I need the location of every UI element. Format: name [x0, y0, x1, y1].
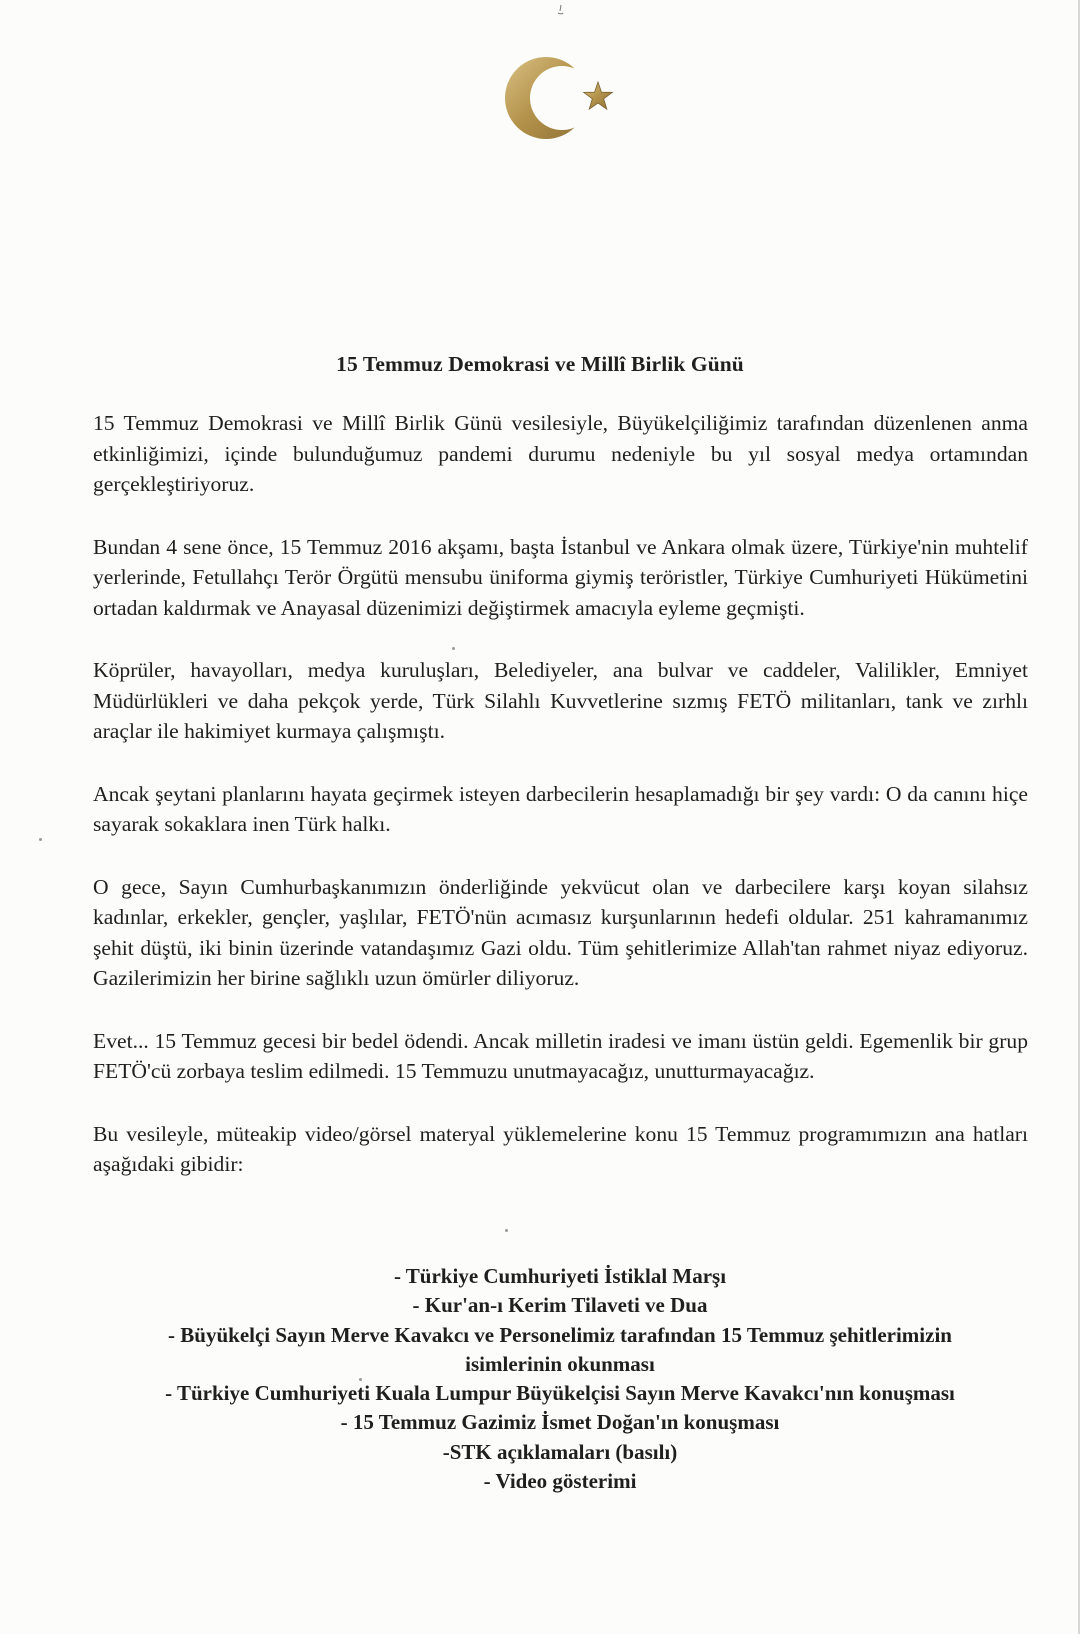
- pen-mark-icon: [555, 4, 565, 18]
- paragraph-people: Ancak şeytani planlarını hayata geçirmek isteyen darbecilerin hesaplamadığı bir şey vardı: O da canını hiçe sayarak sokaklara inen Türk halkı.: [93, 781, 1028, 836]
- paragraph-program-intro: Bu vesileyle, müteakip video/görsel materyal yüklemelerine konu 15 Temmuz programımızın ana hatları aşağıdaki gibidir:: [93, 1121, 1028, 1176]
- scan-speck: [359, 1378, 362, 1381]
- program-item: - Türkiye Cumhuriyeti Kuala Lumpur Büyükelçisi Sayın Merve Kavakcı'nın konuşması: [165, 1381, 955, 1406]
- paragraph-occupation: Köprüler, havayolları, medya kuruluşları, Belediyeler, ana bulvar ve caddeler, Valilikler, Emniyet Müdürlükleri ve daha pekçok yerde, Türk Silahlı Kuvvetlerine sızmış FETÖ militanları, tank ve zırhlı araçlar ile hakimiyet kurmaya çalışmıştı.: [93, 658, 1028, 743]
- paragraph-martyrs: O gece, Sayın Cumhurbaşkanımızın önderliğinde yekvücut olan ve darbecilere karşı koyan silahsız kadınlar, erkekler, gençler, yaşlılar, FETÖ'nün acımasız kurşunlarının hedefi oldular. 251 kahramanımız şehit düştü, iki binin üzerinde vatandaşımız Gazi oldu. Tüm şehitlerimize Allah'tan rahmet niyaz ediyoruz. Gazilerimizin her birine sağlıklı uzun ömürler diliyoruz.: [93, 874, 1028, 990]
- document-body: [93, 408, 1028, 1212]
- scan-speck: [39, 838, 42, 841]
- program-item: - 15 Temmuz Gazimiz İsmet Doğan'ın konuşması: [340, 1410, 780, 1435]
- scan-speck: [452, 647, 455, 650]
- program-item: -STK açıklamaları (basılı): [442, 1439, 678, 1464]
- scan-speck: [505, 1229, 508, 1232]
- program-item: - Kur'an-ı Kerim Tilaveti ve Dua: [412, 1293, 708, 1318]
- program-item: - Video gösterimi: [483, 1469, 637, 1494]
- paragraph-intro: 15 Temmuz Demokrasi ve Millî Birlik Günü vesilesiyle, Büyükelçiliğimiz tarafından düzenlenen anma etkinliğimizi, içinde bulunduğumuz pandemi durumu nedeniyle bu yıl sosyal medya ortamından gerçekleştiriyoruz.: [93, 411, 1028, 496]
- program-item: - Büyükelçi Sayın Merve Kavakcı ve Personelimiz tarafından 15 Temmuz şehitlerimizin: [168, 1322, 952, 1347]
- program-item-continuation: isimlerinin okunması: [465, 1351, 655, 1376]
- paragraph-history: Bundan 4 sene önce, 15 Temmuz 2016 akşamı, başta İstanbul ve Ankara olmak üzere, Türkiye'nin muhtelif yerlerinde, Fetullahçı Terör Örgütü mensubu üniforma giymiş teröristler, Türkiye Cumhuriyeti Hükümetini ortadan kaldırmak ve Anayasal düzenimizi değiştirmek amacıyla eyleme geçmişti.: [93, 534, 1028, 620]
- program-list: [70, 1262, 1050, 1496]
- crescent-star-icon: [498, 44, 628, 154]
- program-item: - Türkiye Cumhuriyeti İstiklal Marşı: [393, 1264, 727, 1288]
- paragraph-sovereignty: Evet... 15 Temmuz gecesi bir bedel ödendi. Ancak milletin iradesi ve imanı üstün geldi. Egemenlik bir grup FETÖ'cü zorbaya teslim edilmedi. 15 Temmuzu unutmayacağız, unutturmayacağız.: [93, 1028, 1028, 1083]
- document-title: 15 Temmuz Demokrasi ve Millî Birlik Günü: [336, 352, 744, 376]
